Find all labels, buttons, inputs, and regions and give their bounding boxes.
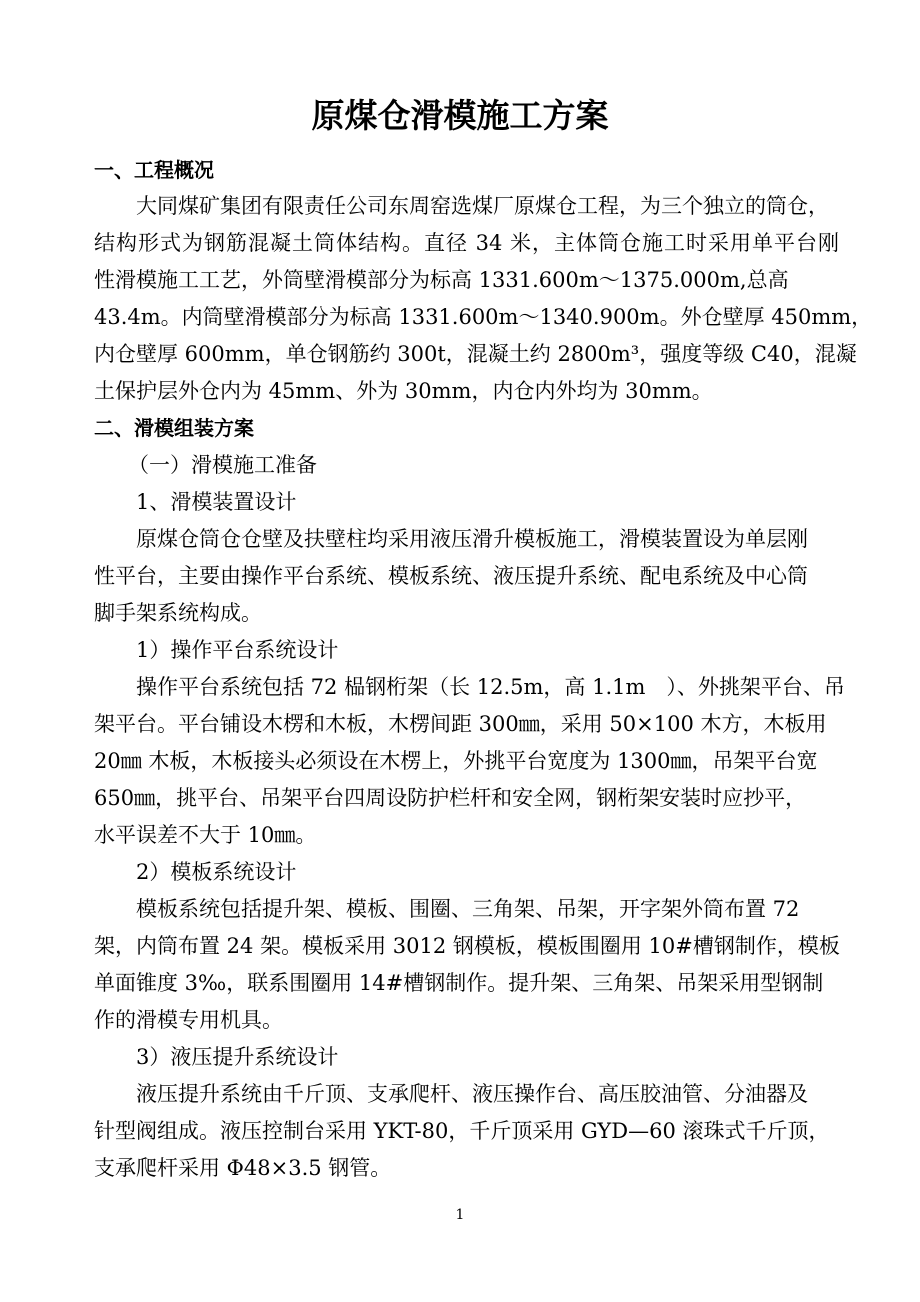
paragraph-line: 支承爬杆采用 Φ48×3.5 钢管。 xyxy=(94,1156,392,1180)
paragraph-line: 架，内筒布置 24 架。模板采用 3012 钢模板，模板围圈用 10#槽钢制作，模板 xyxy=(94,934,840,958)
paragraph-line: 650㎜，挑平台、吊架平台四周设防护栏杆和安全网，钢桁架安装时应抄平， xyxy=(94,786,807,810)
paragraph-line: 模板系统包括提升架、模板、围圈、三角架、吊架，开字架外筒布置 72 xyxy=(136,897,800,921)
page-number: 1 xyxy=(455,1207,465,1223)
paragraph-line: 土保护层外仓内为 45mm、外为 30mm，内仓内外均为 30mm。 xyxy=(94,379,713,403)
paragraph-line: 性滑模施工工艺，外筒壁滑模部分为标高 1331.600m～1375.000m,总高 xyxy=(94,268,789,292)
paragraph-line: 单面锥度 3‰，联系围圈用 14#槽钢制作。提升架、三角架、吊架采用型钢制 xyxy=(94,971,824,995)
paragraph-line: 针型阀组成。液压控制台采用 YKT-80，千斤顶采用 GYD—60 滚珠式千斤顶， xyxy=(94,1119,830,1143)
document-title: 原煤仓滑模施工方案 xyxy=(311,96,609,135)
section-heading-overview: 一、工程概况 xyxy=(94,158,214,182)
paragraph-line: 大同煤矿集团有限责任公司东周窑选煤厂原煤仓工程，为三个独立的筒仓， xyxy=(136,194,829,218)
paragraph-line: 液压提升系统由千斤顶、支承爬杆、液压操作台、高压胶油管、分油器及 xyxy=(136,1082,808,1106)
paragraph-line: 原煤仓筒仓仓壁及扶壁柱均采用液压滑升模板施工，滑模装置设为单层刚 xyxy=(136,527,808,551)
paragraph-line: 结构形式为钢筋混凝土筒体结构。直径 34 米，主体筒仓施工时采用单平台刚 xyxy=(94,231,839,255)
paragraph-line: 水平误差不大于 10㎜。 xyxy=(94,823,317,847)
item-heading: 2）模板系统设计 xyxy=(136,860,297,884)
paragraph-line: 操作平台系统包括 72 榀钢桁架（长 12.5m，高 1.1m ）、外挑架平台、吊 xyxy=(136,675,845,699)
paragraph-line: 作的滑模专用机具。 xyxy=(94,1008,283,1032)
item-heading: 1、滑模装置设计 xyxy=(136,490,297,514)
paragraph-line: 架平台。平台铺设木楞和木板，木楞间距 300㎜，采用 50×100 木方，木板用 xyxy=(94,712,827,736)
paragraph-line: 性平台，主要由操作平台系统、模板系统、液压提升系统、配电系统及中心筒 xyxy=(94,564,808,588)
paragraph-line: 43.4m。内筒壁滑模部分为标高 1331.600m～1340.900m。外仓壁厚 450mm， xyxy=(94,305,873,329)
section-heading-assembly: 二、滑模组装方案 xyxy=(94,416,254,440)
item-heading: 1）操作平台系统设计 xyxy=(136,638,339,662)
paragraph-line: 20㎜ 木板，木板接头必须设在木楞上，外挑平台宽度为 1300㎜，吊架平台宽 xyxy=(94,749,818,773)
paragraph-line: 内仓壁厚 600mm，单仓钢筋约 300t，混凝土约 2800m³，强度等级 C40，混凝 xyxy=(94,342,857,366)
item-heading: 3）液压提升系统设计 xyxy=(136,1045,339,1069)
subsection-heading: （一）滑模施工准备 xyxy=(128,453,317,477)
paragraph-line: 脚手架系统构成。 xyxy=(94,601,262,625)
